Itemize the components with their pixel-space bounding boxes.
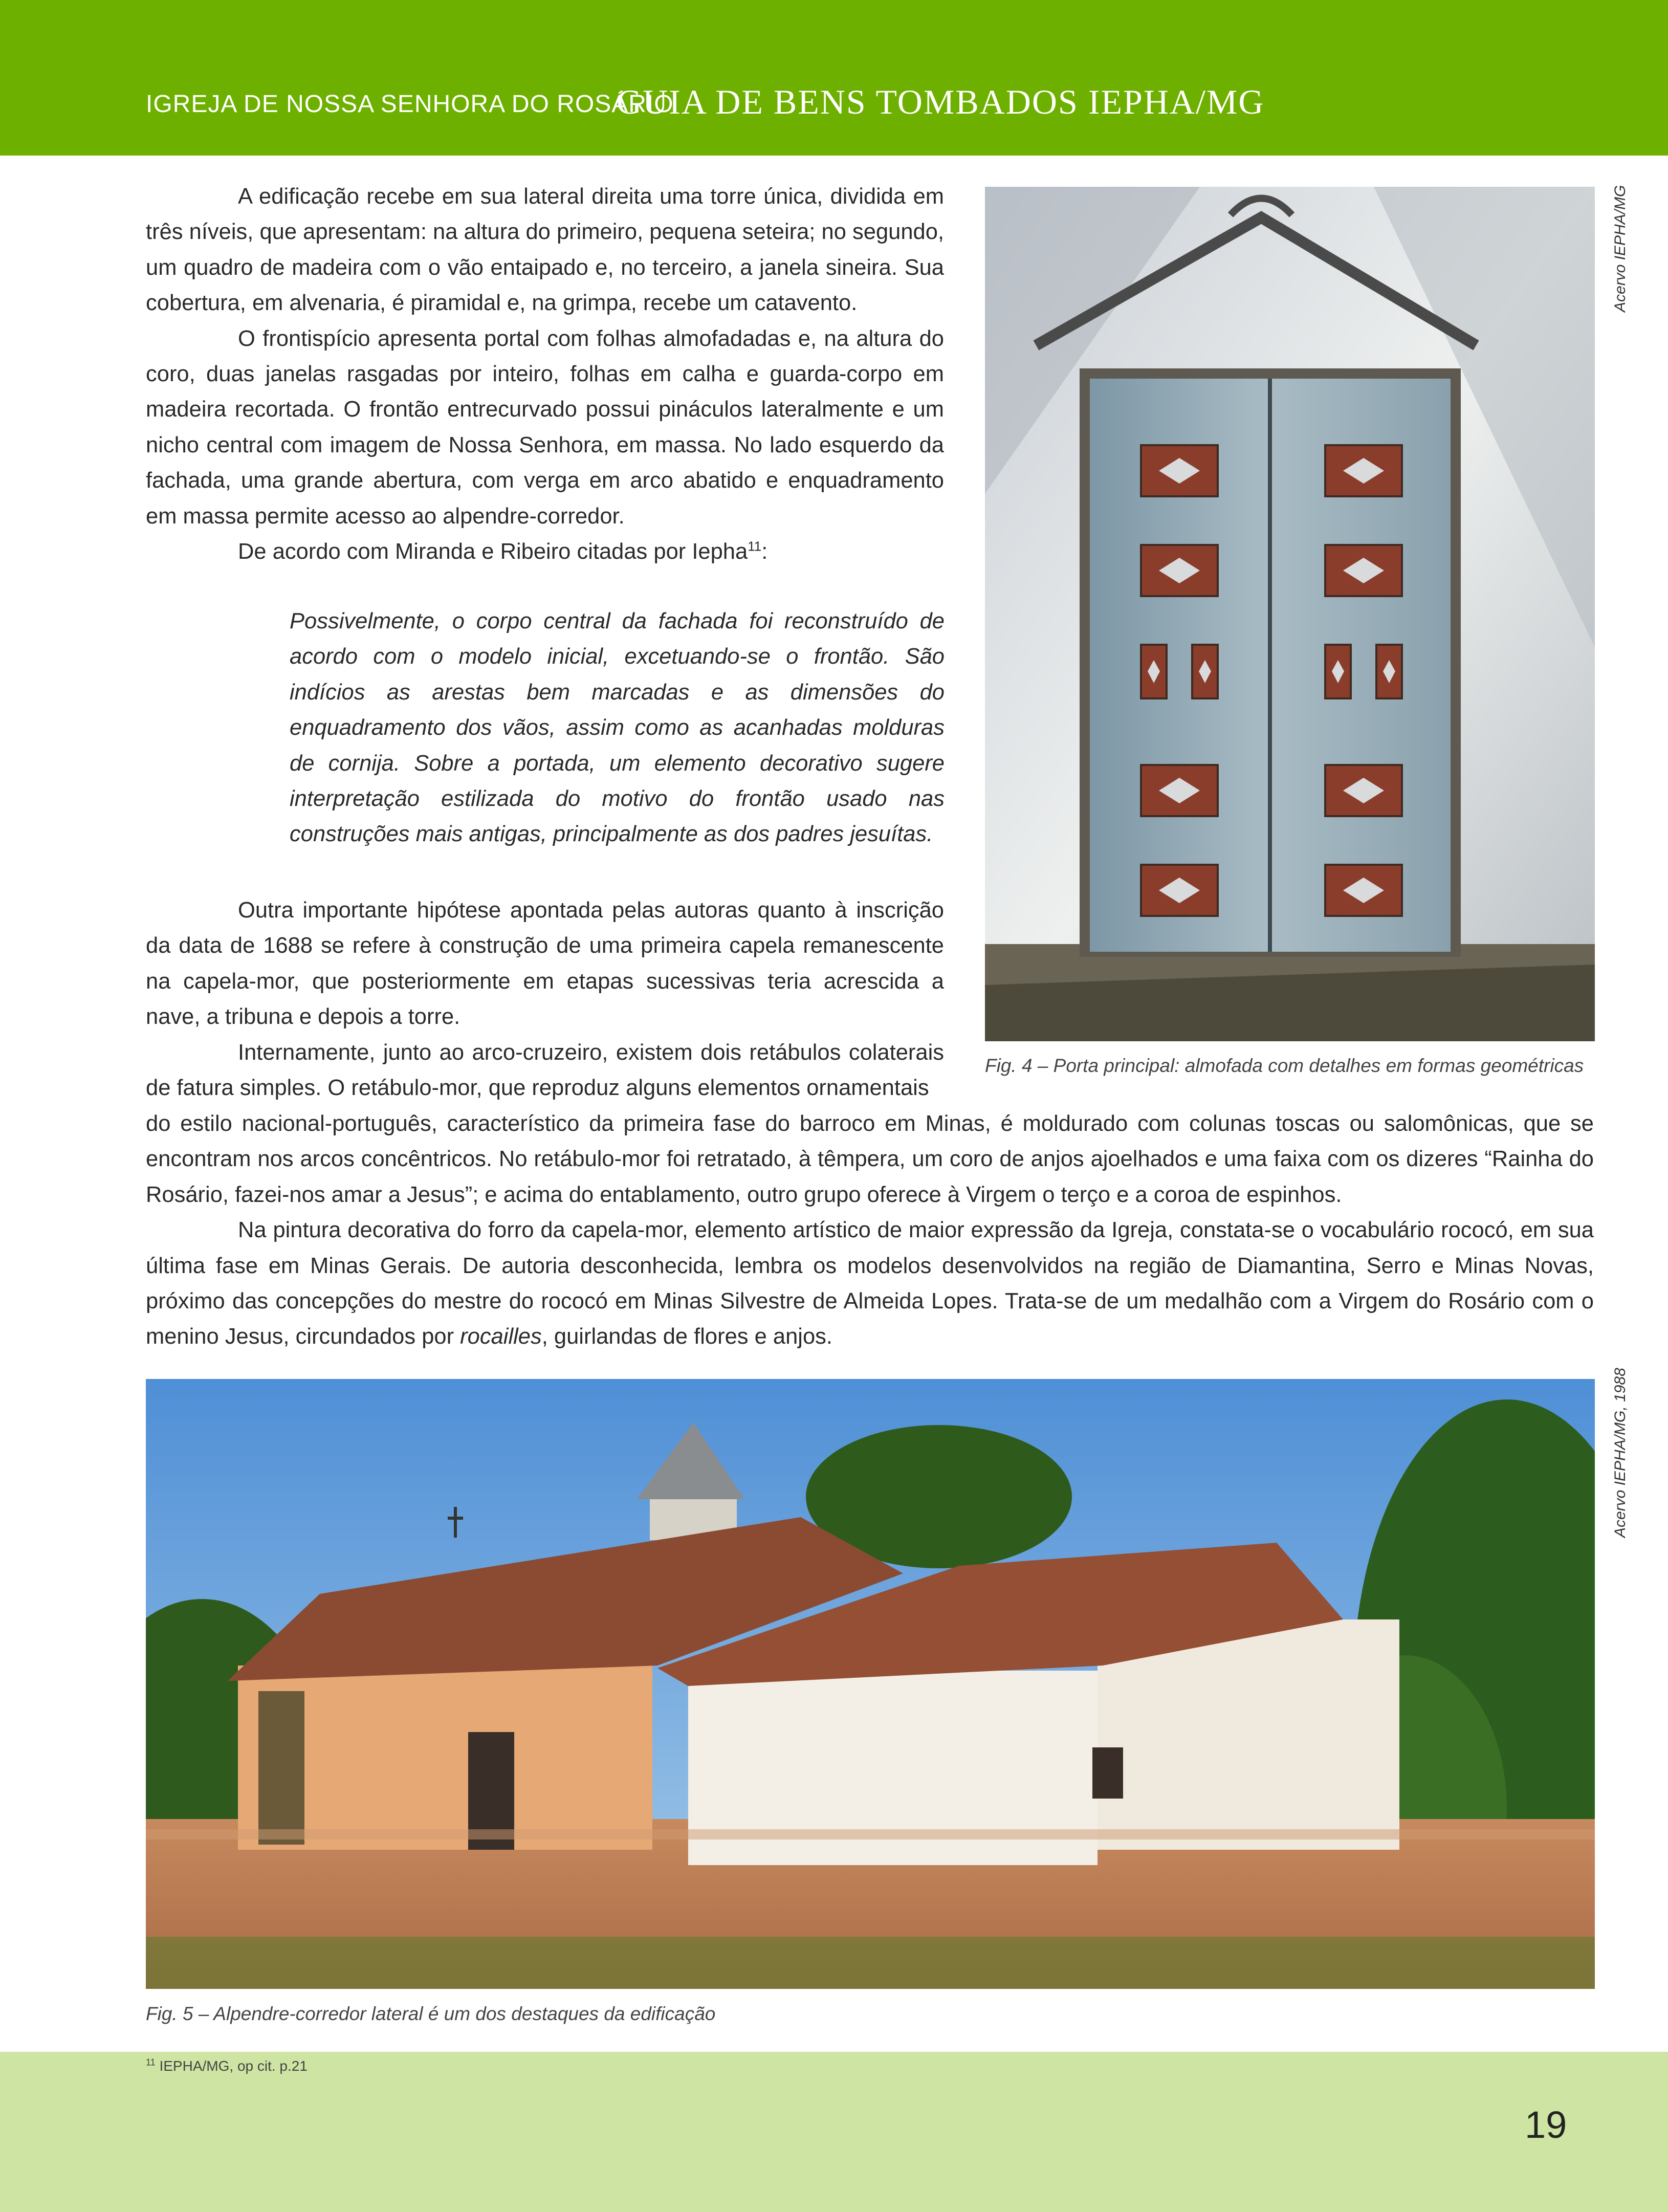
paragraph-tower: A edificação recebe em sua lateral direita uma torre única, dividida em três níveis, que apresentam: na altura do primeiro, pequena seteira; no segundo, um quadro de madeira com o vão entaipado e, no terceiro, a janela sineira. Sua cobertura, em alvenaria, é piramidal e, na grimpa, recebe um catavento. (146, 184, 944, 316)
header-kicker: IGREJA DE NOSSA SENHORA DO ROSÁRIO (146, 91, 674, 118)
figure-church-credit: Acervo IEPHA/MG, 1988 (1612, 1368, 1629, 1538)
page-footer (0, 2052, 1668, 2212)
paragraph-retables-cont: do estilo nacional-português, característico da primeira fase do barroco em Minas, é moldurado com colunas toscas ou salomônicas, que se encontram nos arcos concêntricos. No retábulo-mor foi retratado, à têmpera, um coro de anjos ajoelhados e uma faixa com os dizeres “Rainha do Rosário, fazei-nos amar a Jesus”; e acima do entablamento, outro grupo oferece à Virgem o terço e a coroa de espinhos. (146, 1111, 1594, 1207)
ceiling-text-b: , guirlandas de flores e anjos. (541, 1324, 832, 1349)
body-full-width (146, 1106, 1594, 1355)
figure-church-photo (146, 1379, 1595, 1989)
paragraph-ceiling-painting (146, 1213, 1594, 1355)
citation-intro-colon: : (761, 539, 768, 564)
ceiling-text-em: rocailles (460, 1324, 542, 1349)
footnote (146, 2058, 308, 2074)
header-guide-title: GUIA DE BENS TOMBADOS IEPHA/MG (617, 82, 1265, 121)
figure-door-credit: Acervo IEPHA/MG (1612, 185, 1629, 312)
body-column-middle (146, 893, 944, 1106)
ceiling-text-a: Na pintura decorativa do forro da capela-mor, elemento artístico de maior expressão da Igreja, constata-se o vocabulário rococó, em sua última fase em Minas Gerais. De autoria desconhecida, lembra os modelos desenvolvidos na região de Diamantina, Serro e Minas Novas, próximo das concepções do mestre do rococó em Minas Silvestre de Almeida Lopes. Trata-se de um medalhão com a Virgem do Rosário com o menino Jesus, circundados por (146, 1218, 1594, 1349)
figure-church-caption: Fig. 5 – Alpendre-corredor lateral é um dos destaques da edificação (146, 2003, 716, 2024)
paragraph-citation-intro (146, 534, 944, 570)
footnote-ref[interactable]: 11 (748, 538, 762, 554)
quote-text: Possivelmente, o corpo central da fachada foi reconstruído de acordo com o modelo inicial, excetuando-se o frontão. São indícios as arestas bem marcadas e as dimensões do enquadramento dos vãos, assim como as acanhadas molduras de cornija. Sobre a portada, um elemento decorativo sugere interpretação estilizada do motivo do frontão usado nas construções mais antigas, principalmente as dos padres jesuítas. (290, 609, 945, 847)
body-column-top (146, 179, 944, 570)
footnote-number: 11 (146, 2057, 156, 2068)
citation-intro-text: De acordo com Miranda e Ribeiro citadas por Iepha (238, 539, 748, 564)
paragraph-retables-start: Internamente, junto ao arco-cruzeiro, existem dois retábulos colaterais de fatura simples. O retábulo-mor, que reproduz alguns elementos ornamentais (146, 1040, 944, 1101)
paragraph-hypothesis: Outra importante hipótese apontada pelas autoras quanto à inscrição da data de 1688 se refere à construção de uma primeira capela remanescente na capela-mor, que posteriormente em etapas sucessivas teria acrescida a nave, a tribuna e depois a torre. (146, 898, 944, 1030)
page-header (0, 0, 1668, 156)
figure-door-caption: Fig. 4 – Porta principal: almofada com detalhes em formas geométricas (985, 1055, 1584, 1076)
page-number: 19 (1525, 2104, 1567, 2146)
block-quote (290, 604, 945, 852)
footnote-text: IEPHA/MG, op cit. p.21 (159, 2058, 308, 2074)
paragraph-facade: O frontispício apresenta portal com folhas almofadadas e, na altura do coro, duas janelas rasgadas por inteiro, folhas em calha e guarda-corpo em madeira recortada. O frontão entrecurvado possui pináculos lateralmente e um nicho central com imagem de Nossa Senhora, em massa. No lado esquerdo da fachada, uma grande abertura, com verga em arco abatido e enquadramento em massa permite acesso ao alpendre-corredor. (146, 326, 944, 529)
figure-door-photo (985, 187, 1595, 1041)
